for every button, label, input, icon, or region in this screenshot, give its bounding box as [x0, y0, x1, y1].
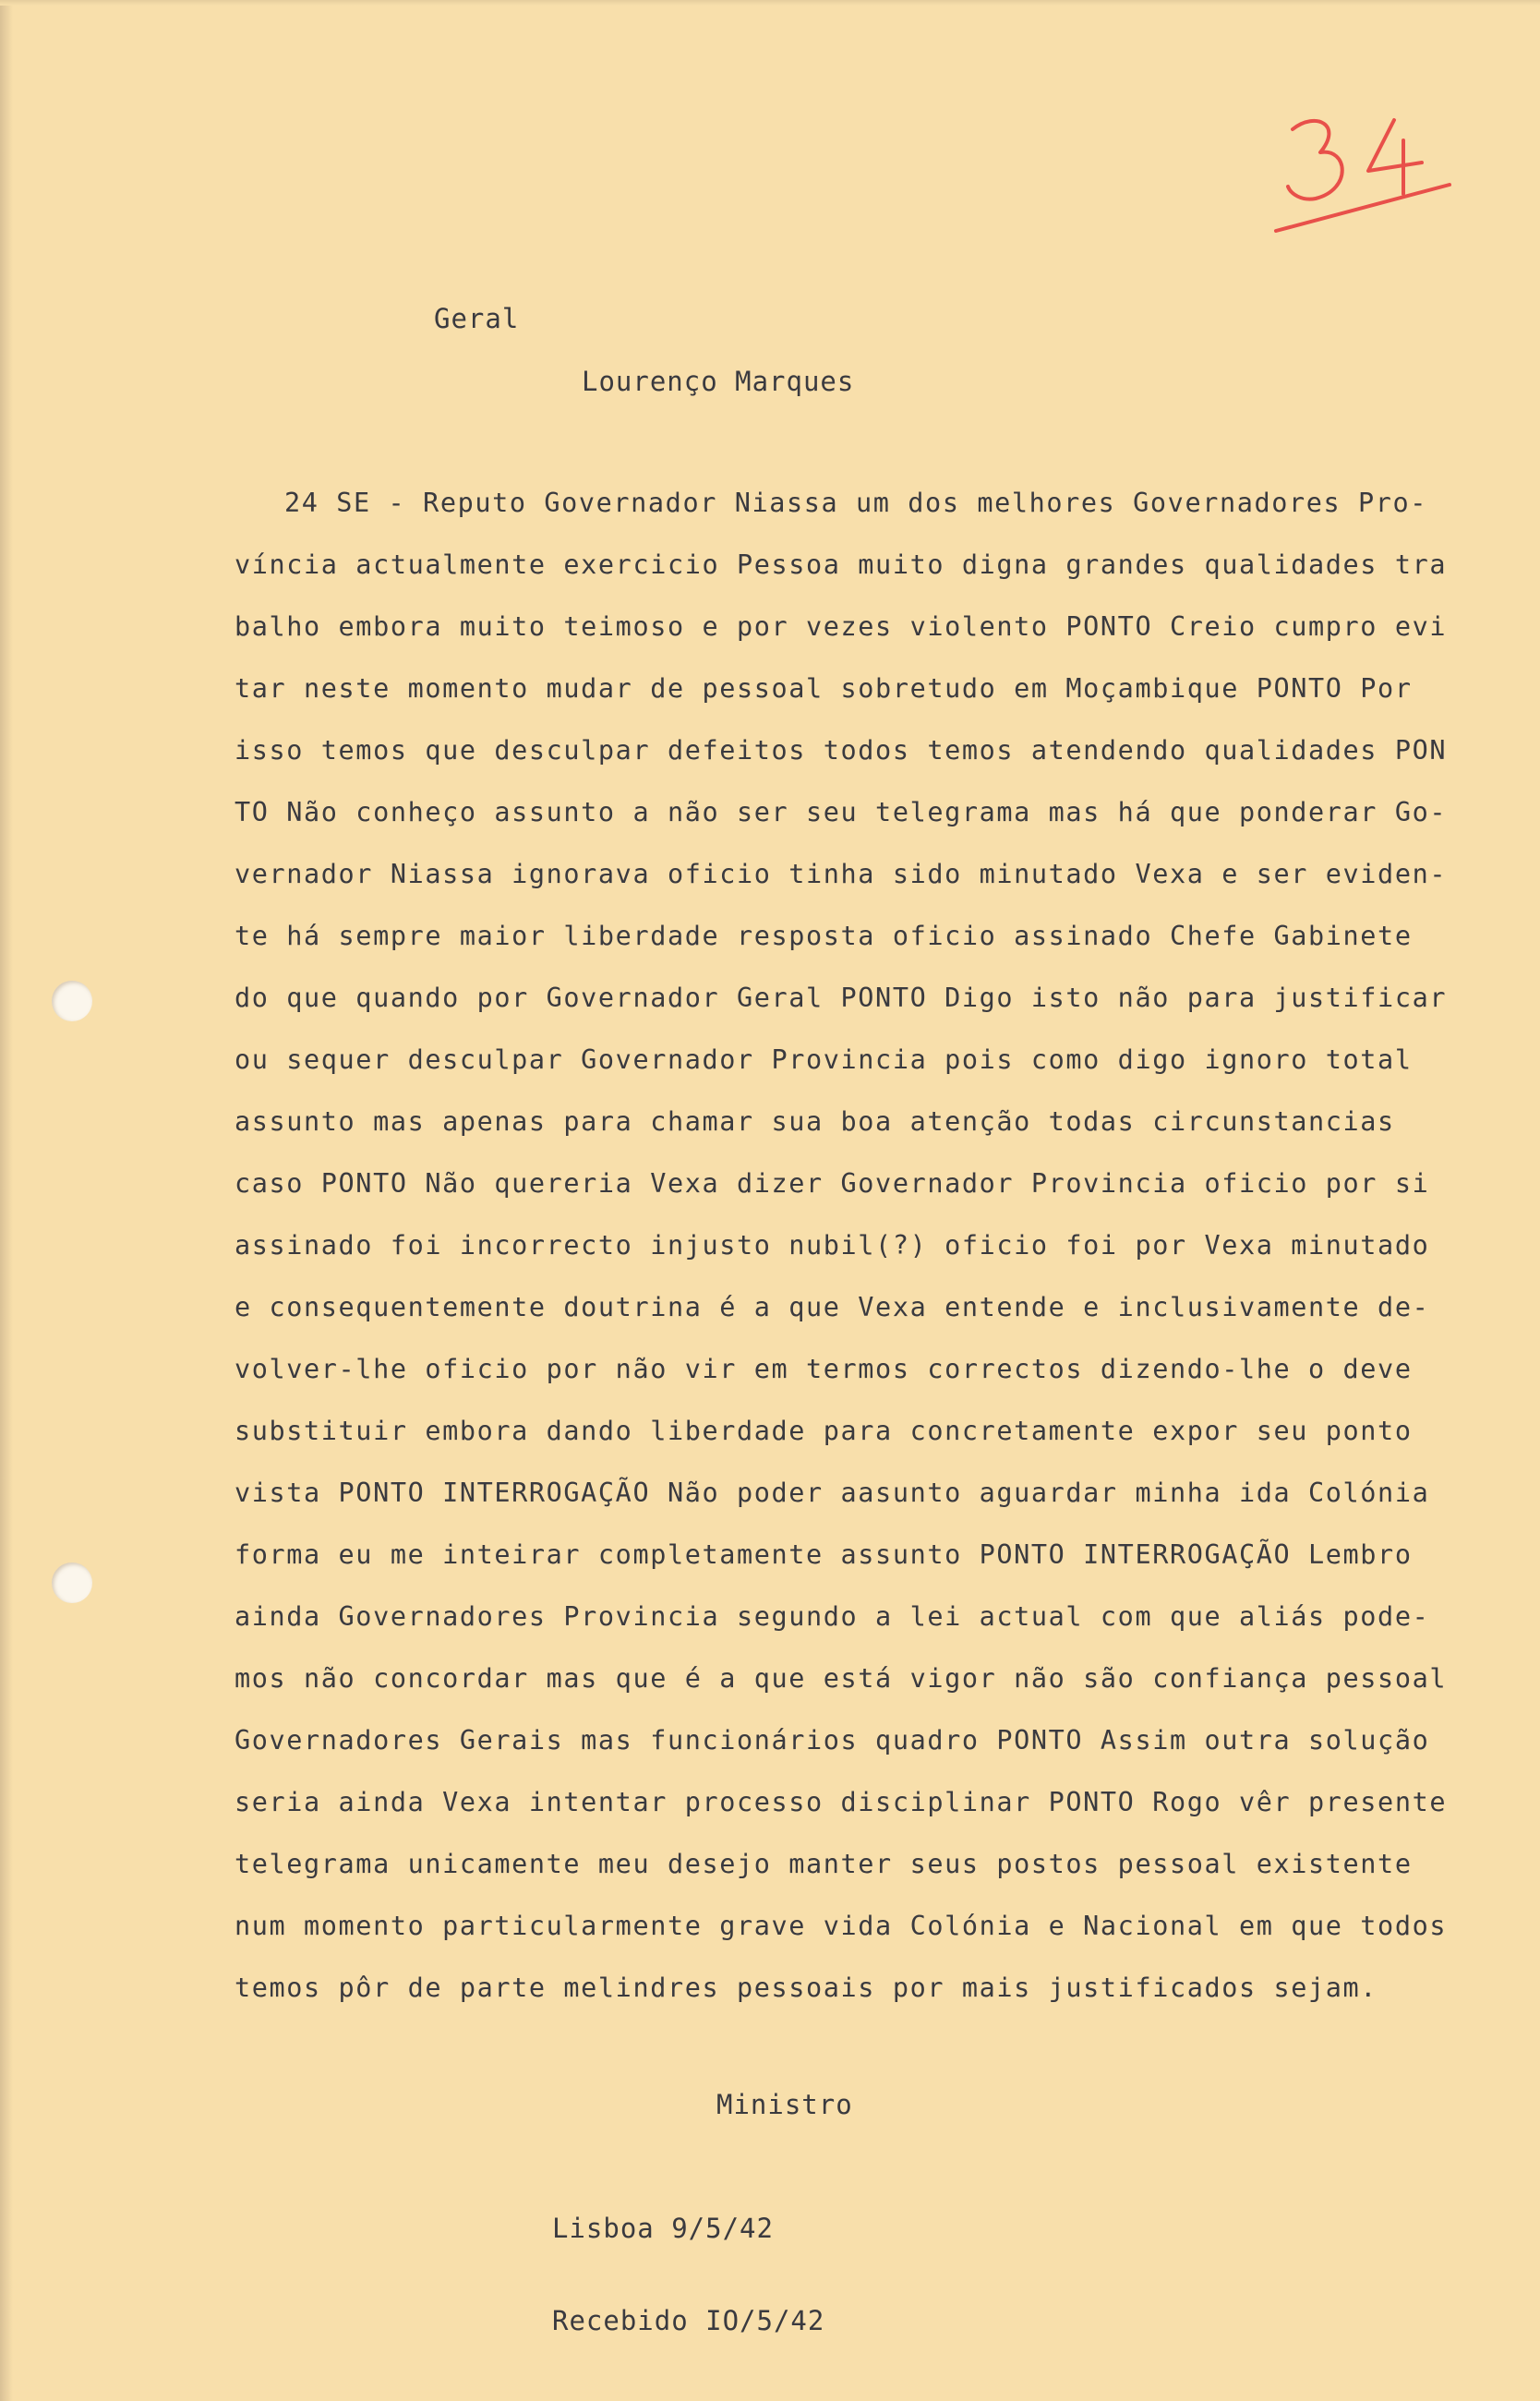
- addressee: Geral: [434, 303, 520, 334]
- telegram-body: [235, 482, 1527, 2029]
- page-top-edge: [0, 0, 1540, 6]
- body-line: isso temos que desculpar defeitos todos temos atendendo qualidades PON: [235, 735, 1448, 766]
- body-line: balho embora muito teimoso e por vezes violento PONTO Creio cumpro evi: [235, 611, 1448, 642]
- body-line: volver-lhe oficio por não vir em termos correctos dizendo-lhe o deve: [235, 1354, 1413, 1384]
- body-line: seria ainda Vexa intentar processo disciplinar PONTO Rogo vêr presente: [235, 1787, 1448, 1817]
- body-line: do que quando por Governador Geral PONTO Digo isto não para justificar: [235, 983, 1448, 1013]
- body-line: Governadores Gerais mas funcionários quadro PONTO Assim outra solução: [235, 1725, 1430, 1756]
- body-line: substituir embora dando liberdade para concretamente expor seu ponto: [235, 1416, 1413, 1446]
- page-left-shadow: [0, 0, 13, 2401]
- body-line: ainda Governadores Provincia segundo a lei actual com que aliás pode-: [235, 1601, 1430, 1632]
- body-line: 24 SE - Reputo Governador Niassa um dos melhores Governadores Pro-: [284, 488, 1428, 518]
- body-line: caso PONTO Não quereria Vexa dizer Governador Provincia oficio por si: [235, 1168, 1430, 1199]
- body-line: tar neste momento mudar de pessoal sobretudo em Moçambique PONTO Por: [235, 673, 1413, 704]
- signature: Ministro: [716, 2089, 853, 2120]
- body-line: telegrama unicamente meu desejo manter seus postos pessoal existente: [235, 1849, 1413, 1879]
- handwritten-page-number: [1265, 102, 1468, 249]
- received-date: Recebido IO/5/42: [552, 2305, 825, 2336]
- body-line: num momento particularmente grave vida Colónia e Nacional em que todos: [235, 1911, 1448, 1941]
- body-line: temos pôr de parte melindres pessoais por mais justificados sejam.: [235, 1973, 1378, 2003]
- body-line: TO Não conheço assunto a não ser seu telegrama mas há que ponderar Go-: [235, 797, 1448, 827]
- body-line: ou sequer desculpar Governador Provincia pois como digo ignoro total: [235, 1044, 1413, 1075]
- body-line: forma eu me inteirar completamente assunto PONTO INTERROGAÇÃO Lembro: [235, 1539, 1413, 1570]
- punch-hole-lower: [52, 1562, 92, 1603]
- body-line: te há sempre maior liberdade resposta oficio assinado Chefe Gabinete: [235, 921, 1413, 951]
- body-line: assunto mas apenas para chamar sua boa atenção todas circunstancias: [235, 1106, 1395, 1137]
- body-line: assinado foi incorrecto injusto nubil(?) oficio foi por Vexa minutado: [235, 1230, 1430, 1261]
- body-line: e consequentemente doutrina é a que Vexa entende e inclusivamente de-: [235, 1292, 1430, 1322]
- body-line: vista PONTO INTERROGAÇÃO Não poder aasunto aguardar minha ida Colónia: [235, 1478, 1430, 1508]
- body-line: vernador Niassa ignorava oficio tinha sido minutado Vexa e ser eviden-: [235, 859, 1448, 889]
- sent-date: Lisboa 9/5/42: [552, 2213, 774, 2244]
- destination-city: Lourenço Marques: [582, 366, 855, 397]
- punch-hole-upper: [52, 981, 92, 1021]
- body-line: víncia actualmente exercicio Pessoa muito digna grandes qualidades tra: [235, 549, 1448, 580]
- body-line: mos não concordar mas que é a que está vigor não são confiança pessoal: [235, 1663, 1448, 1694]
